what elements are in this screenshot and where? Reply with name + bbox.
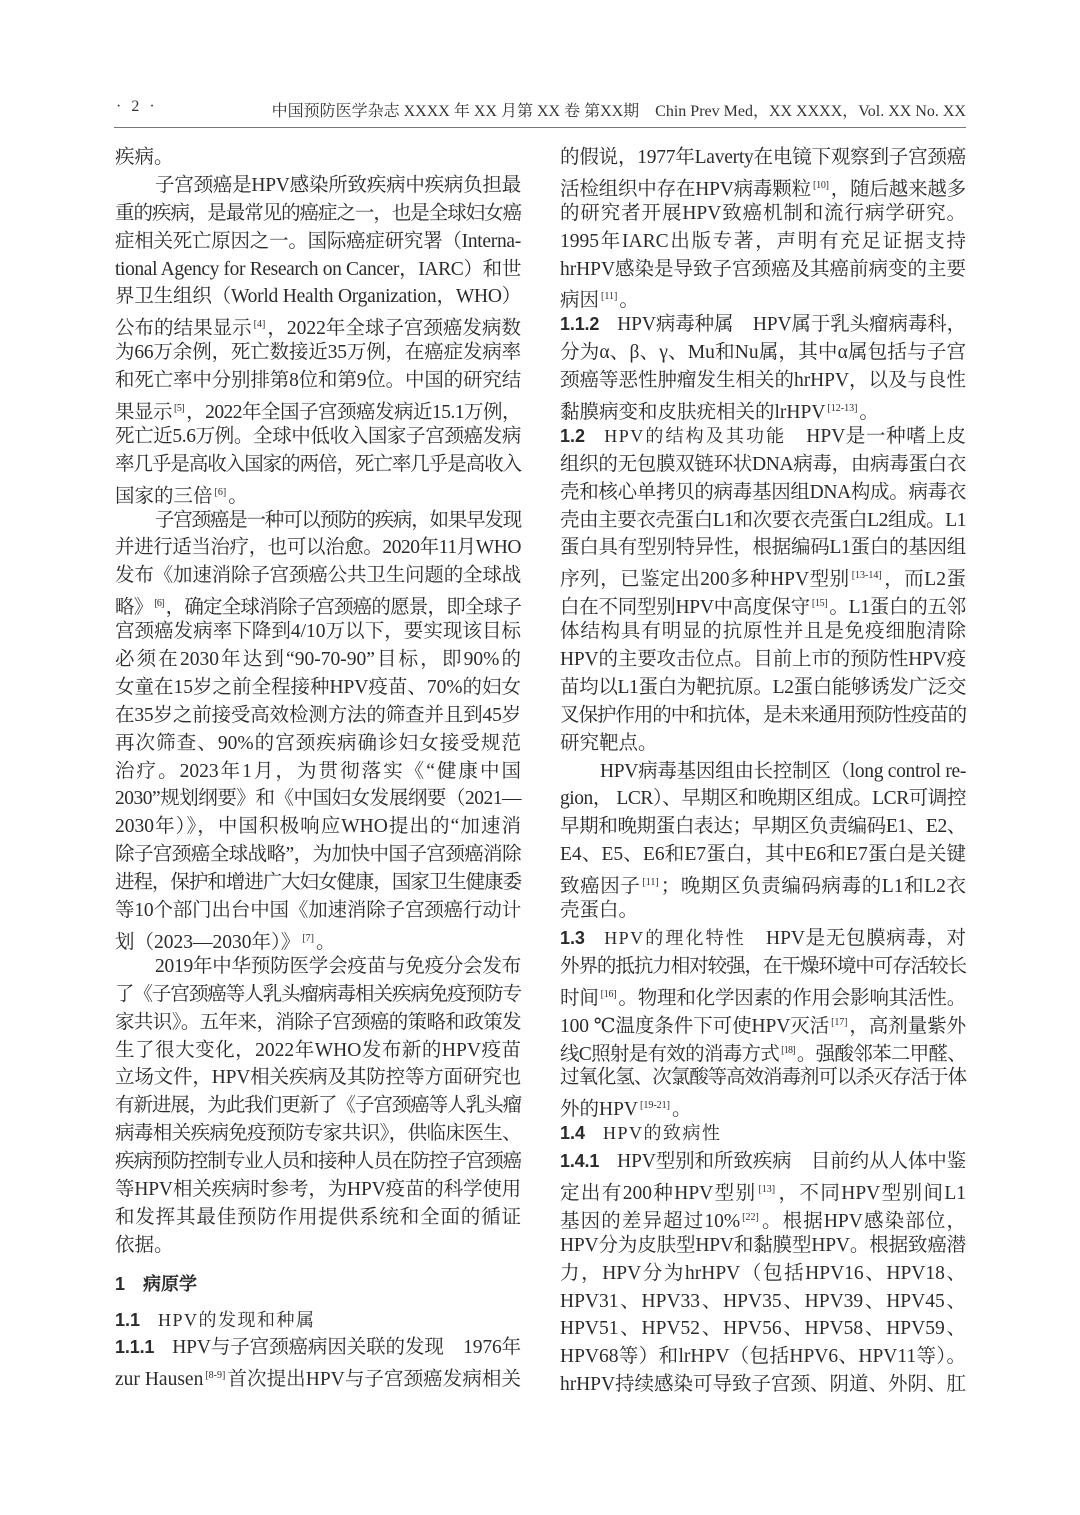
text-line [115,1064,521,1092]
text-line [115,1009,521,1037]
text-line [560,981,966,1009]
text-run: 致癌因子 [560,876,641,898]
text-line [115,395,521,423]
text-line [115,953,521,981]
section-title: HPV的结构及其功能 [604,425,787,446]
text-line [115,1176,521,1204]
text-line [560,339,966,367]
text-run: 生了很大变化，2022年WHO发布新的HPV疫苗 [115,1039,521,1061]
text-line [560,758,966,786]
text-run: 病因 [560,290,600,312]
text-run: tional Agency for Research on Cancer，IARC）和世 [115,258,521,280]
text-line [560,451,966,479]
text-run: 定出有200种HPV型别 [560,1182,757,1204]
text-line [560,144,966,172]
journal-citation: 中国预防医学杂志 XXXX 年 XX 月第 XX 卷 第XX期 Chin Prev Med，XX XXXX，Vol. XX No. XX [271,103,966,120]
text-run: 分为α、β、γ、Mu和Nu属，其中α属包括与子宫 [560,342,966,364]
text-line [560,228,966,256]
text-line [115,479,521,507]
text-line [115,172,521,200]
text-line [560,841,966,869]
text-run: 活检组织中存在HPV病毒颗粒 [560,178,811,200]
text-line [560,1260,966,1288]
text-run: 疾病预防控制专业人员和接种人员在防控子宫颈癌 [115,1151,521,1173]
text-run: 。L1蛋白的五邻 [829,597,966,619]
text-line [560,534,966,562]
text-line [560,256,966,284]
text-run: hrHPV持续感染可导致子宫颈、阴道、外阴、肛 [560,1374,966,1396]
text-run: ，2022年全球子宫颈癌发病数 [267,318,521,340]
text-run: 疾病。 [115,147,174,168]
text-line [560,702,966,730]
text-run: 。 [859,402,879,424]
text-run: 和死亡率中分别排第8位和第9位。中国的研究结 [115,370,521,392]
text-run: 子宫颈癌是HPV感染所致疾病中疾病负担最 [155,174,521,196]
citation-ref: [17] [831,1016,848,1028]
text-line [560,1204,966,1232]
citation-ref: [16] [600,988,617,1000]
running-header [116,98,966,124]
text-run: ，不同HPV型别间L1 [777,1182,966,1204]
citation-ref: [10] [812,179,829,191]
text-run: 并进行适当治疗，也可以治愈。2020年11月WHO [115,537,521,559]
text-run: 了《子宫颈癌等人乳头瘤病毒相关疾病免疫预防专 [115,983,521,1005]
text-run: 叉保护作用的中和抗体，是未来通用预防性疫苗的 [560,704,966,726]
text-run: 必须在2030年达到“90-70-90”目标，即90%的 [115,649,521,671]
text-line [115,1232,521,1260]
text-run: 病毒相关疾病免疫预防专家共识》，供临床医生、 [115,1123,521,1145]
text-line [560,869,966,897]
text-run: 1995年IARC出版专著，声明有充足证据支持 [560,230,966,252]
text-line [560,1009,966,1037]
text-line [115,590,521,618]
text-line [115,256,521,284]
text-line [560,200,966,228]
text-line [560,1176,966,1204]
text-line [115,144,521,172]
citation-ref: [11] [642,877,659,889]
text-run: 100 ℃温度条件下可使HPV灭活 [560,1015,830,1037]
text-run: HPV分为皮肤型HPV和黏膜型HPV。根据致癌潜 [560,1234,966,1256]
text-line [115,451,521,479]
text-line [560,1288,966,1316]
text-line [560,646,966,674]
right-column [560,144,966,1399]
text-line [560,1092,966,1120]
text-run: 序列，已鉴定出200多种HPV型别 [560,569,850,591]
text-line [115,534,521,562]
text-line [560,785,966,813]
citation-ref: [15] [811,598,828,610]
text-run: HPV31、HPV33、HPV35、HPV39、HPV45、 [560,1290,966,1312]
text-line [560,1232,966,1260]
text-run: 壳由主要衣壳蛋白L1和次要衣壳蛋白L2组成。L1 [560,509,966,531]
section-number: 1.1 [115,1309,159,1330]
text-run: HPV是一种嗜上皮 [786,425,966,447]
citation-ref: [6] [154,598,164,610]
text-run: HPV是无包膜病毒，对 [745,927,966,949]
section-number: 1.4.1 [560,1151,618,1172]
text-run: 子宫颈癌是一种可以预防的疾病，如果早发现 [155,509,521,531]
text-run: 蛋白具有型别特异性，根据编码L1蛋白的基因组 [560,537,966,559]
text-run: 。强酸邻苯二甲醛、 [796,1043,966,1065]
text-line [560,562,966,590]
text-line [560,618,966,646]
text-line [115,228,521,256]
text-run: 颈癌等恶性肿瘤发生相关的hrHPV，以及与良性 [560,370,966,392]
text-line [115,897,521,925]
text-run: 宫颈癌发病率下降到4/10万以下，要实现该目标 [115,621,521,643]
text-run: 在35岁之前接受高效检测方法的筛查并且到45岁 [115,704,521,726]
text-line [115,841,521,869]
text-line [560,897,966,925]
text-line [560,1037,966,1065]
text-run: 白在不同型别HPV中高度保守 [560,597,810,619]
text-run: 治疗。2023年1月，为贯彻落实《“健康中国 [115,760,521,782]
text-line [560,590,966,618]
text-run: 公布的结果显示 [115,318,252,340]
text-run: 界卫生组织（World Health Organization，WHO） [115,286,521,308]
text-run: HPV型别和所致疾病 目前约从人体中鉴 [617,1151,966,1173]
text-line [115,618,521,646]
text-line [115,1307,521,1335]
citation-ref: [8-9] [205,1370,226,1382]
text-line [115,1204,521,1232]
text-run: ，随后越来越多 [830,178,966,200]
text-run: 2019年中华预防医学会疫苗与免疫分会发布 [155,955,521,977]
text-line [560,479,966,507]
text-line [115,1092,521,1120]
section-number: 1.1.2 [560,314,618,335]
text-run: 和发挥其最佳预防作用提供系统和全面的循证 [115,1206,521,1228]
text-run: 。 [315,931,336,953]
text-line [560,1148,966,1176]
text-line [560,925,966,953]
citation-ref: [7] [302,932,314,944]
text-line [115,1334,521,1362]
text-run: 。 [228,485,248,507]
text-line [115,367,521,395]
text-line [560,674,966,702]
text-run: ，2022年全国子宫颈癌发病近15.1万例， [186,402,521,424]
text-line [560,507,966,535]
text-run: 依据。 [115,1234,174,1256]
citation-ref: [22] [742,1211,759,1223]
text-line [115,311,521,339]
citation-ref: [11] [601,291,618,303]
text-run: 等HPV相关疾病时参考，为HPV疫苗的科学使用 [115,1178,521,1200]
text-run: 有新进展，为此我们更新了《子宫颈癌等人乳头瘤 [115,1095,521,1117]
text-run: HPV的主要攻击位点。目前上市的预防性HPV疫 [560,649,966,671]
text-run: 线C照射是有效的消毒方式 [560,1043,780,1065]
text-run: 基因的差异超过10% [560,1210,741,1232]
text-run: HPV病毒种属 HPV属于乳头瘤病毒科， [617,314,966,336]
text-line [115,283,521,311]
text-run: 。物理和化学因素的作用会影响其活性。 [618,987,966,1009]
citation-ref: [6] [214,486,227,498]
text-run: ，高剂量紫外 [849,1015,966,1037]
text-run: ；晚期区负责编码病毒的L1和L2衣 [660,876,966,898]
text-run: 。 [619,290,639,312]
text-run: 苗均以L1蛋白为靶抗原。L2蛋白能够诱发广泛交 [560,676,966,698]
text-line [560,953,966,981]
text-run: 等10个部门出台中国《加速消除子宫颈癌行动计 [115,900,521,922]
text-run: 症相关死亡原因之一。国际癌症研究署（Interna- [115,230,521,252]
text-line [560,1064,966,1092]
text-run: 壳和核心单拷贝的病毒基因组DNA构成。病毒衣 [560,481,966,503]
text-run: 组织的无包膜双链环状DNA病毒，由病毒蛋白衣 [560,453,966,475]
page-number: · 2 · [116,98,158,115]
text-run: hrHPV感染是导致子宫颈癌及其癌前病变的主要 [560,258,966,280]
text-run: 外的HPV [560,1099,639,1121]
section-title: HPV的理化特性 [604,927,746,948]
citation-ref: [4] [253,319,266,331]
citation-ref: [12-13] [827,403,858,415]
citation-ref: [5] [174,403,185,415]
text-run: 体结构具有明显的抗原性并且是免疫细胞清除 [560,621,966,643]
text-line [115,758,521,786]
text-run: 2030”规划纲要》和《中国妇女发展纲要（2021— [115,788,521,810]
text-line [115,200,521,228]
text-run: 2030年）》，中国积极响应WHO提出的“加速消 [115,816,521,838]
text-run: 黏膜病变和皮肤疣相关的lrHPV [560,402,826,424]
text-run: HPV68等）和lrHPV（包括HPV6、HPV11等）。 [560,1346,966,1368]
text-run: 为66万余例，死亡数接近35万例，在癌症发病率 [115,342,521,364]
text-run: 进程，保护和增进广大妇女健康，国家卫生健康委 [115,872,521,894]
text-run: 研究靶点。 [560,732,658,754]
text-run: 除子宫颈癌全球战略”，为加快中国子宫颈癌消除 [115,844,521,866]
section-number: 1.4 [560,1123,604,1144]
section-number: 1.1.1 [115,1337,173,1358]
text-run: 首次提出HPV与子宫颈癌发病相关 [227,1369,521,1391]
text-run: zur Hausen [115,1369,204,1391]
text-run: 过氧化氢、次氯酸等高效消毒剂可以杀灭存活于体 [560,1067,966,1089]
text-line [115,925,521,953]
text-run: ，确定全球消除子宫颈癌的愿景，即全球子 [165,597,521,619]
text-line [560,283,966,311]
text-run: 的假说，1977年Laverty在电镜下观察到子宫颈癌 [560,147,966,168]
text-line [115,869,521,897]
text-line [560,1120,966,1148]
text-line [560,395,966,423]
text-run: gion， LCR）、早期区和晚期区组成。LCR可调控 [560,788,966,810]
text-run: 。 [672,1099,692,1121]
text-run: 死亡近5.6万例。全球中低收入国家子宫颈癌发病 [115,425,521,447]
text-run: 家共识》。五年来，消除子宫颈癌的策略和政策发 [115,1011,521,1033]
text-run: 重的疾病，是最常见的癌症之一，也是全球妇女癌 [115,202,521,224]
text-line [560,1315,966,1343]
header-rule [114,127,966,128]
text-run: HPV与子宫颈癌病因关联的发现 1976年 [172,1337,521,1359]
text-line [560,730,966,758]
text-line [115,785,521,813]
text-run: 立场文件，HPV相关疾病及其防控等方面研究也 [115,1067,521,1089]
section-number: 1 病原学 [115,1273,198,1294]
citation-ref: [13] [758,1183,776,1195]
text-run: 划（2023—2030年）》 [115,931,301,953]
text-run: HPV病毒基因组由长控制区（long control re- [600,760,966,782]
text-run: 时间 [560,987,599,1009]
text-run: 。根据HPV感染部位， [760,1210,966,1232]
text-run: 外界的抵抗力相对较强，在干燥环境中可存活较长 [560,955,966,977]
text-line [115,730,521,758]
text-line [115,702,521,730]
text-line [115,1362,521,1390]
citation-ref: [19-21] [640,1100,671,1112]
left-column [115,144,521,1390]
text-run: ，而L2蛋 [883,569,966,591]
text-run: 再次筛查、90%的宫颈疾病确诊妇女接受规范 [115,732,521,754]
text-run: 壳蛋白。 [560,900,639,922]
text-run: 早期和晚期蛋白表达；早期区负责编码E1、E2、 [560,816,966,838]
text-line [115,813,521,841]
text-line [115,1120,521,1148]
text-line [560,172,966,200]
text-run: 发布《加速消除子宫颈癌公共卫生问题的全球战 [115,565,521,587]
text-run: 果显示 [115,402,173,424]
text-line [115,562,521,590]
text-run: 女童在15岁之前全程接种HPV疫苗、70%的妇女 [115,676,521,698]
text-line [560,311,966,339]
text-run: 率几乎是高收入国家的两倍，死亡率几乎是高收入 [115,453,521,475]
text-run: 的研究者开展HPV致癌机制和流行病学研究。 [560,202,966,224]
section-number: 1.3 [560,927,605,948]
section-title: HPV的发现和种属 [158,1309,316,1330]
text-line [560,367,966,395]
section-heading [115,1271,521,1299]
text-line [560,423,966,451]
text-run: 略》 [115,597,153,619]
text-line [560,813,966,841]
text-line [115,507,521,535]
citation-ref: [18] [781,1044,795,1056]
text-line [115,981,521,1009]
citation-ref: [13-14] [851,570,882,582]
text-line [115,1037,521,1065]
section-title: HPV的致病性 [603,1123,722,1144]
text-line [115,339,521,367]
text-run: HPV51、HPV52、HPV56、HPV58、HPV59、 [560,1318,966,1340]
text-line [115,674,521,702]
text-run: E4、E5、E6和E7蛋白，其中E6和E7蛋白是关键 [560,844,966,866]
text-line [115,423,521,451]
text-run: 国家的三倍 [115,485,213,507]
text-line [560,1371,966,1399]
text-line [560,1343,966,1371]
text-line [115,1148,521,1176]
text-run: 力，HPV分为hrHPV（包括HPV16、HPV18、 [560,1262,966,1284]
section-number: 1.2 [560,425,605,446]
text-line [115,646,521,674]
